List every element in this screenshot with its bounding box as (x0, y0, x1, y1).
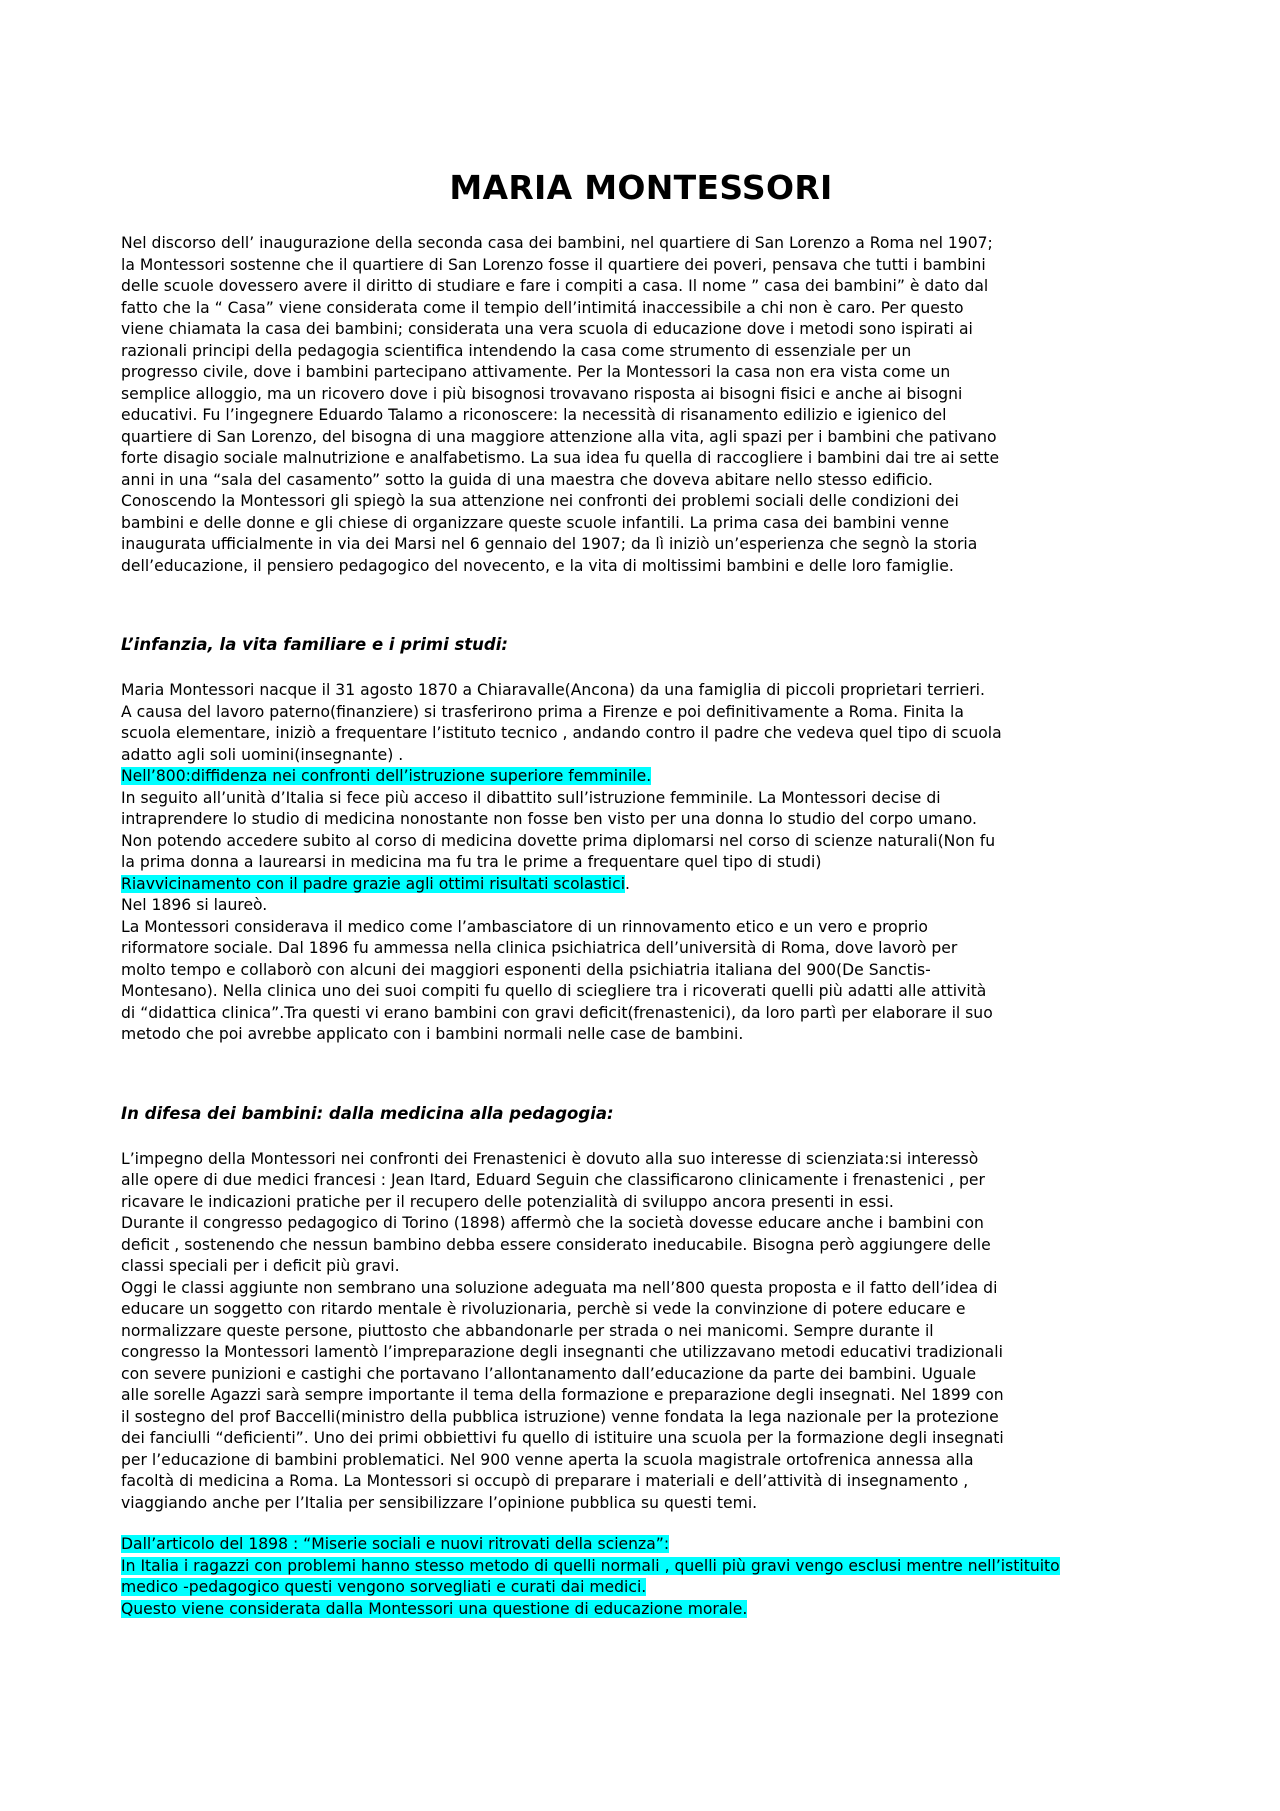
highlighted-text: medico -pedagogico questi vengono sorvegliati e curati dai medici. (121, 1578, 647, 1596)
highlighted-text: Dall’articolo del 1898 : “Miserie sociali e nuovi ritrovati della scienza”: (121, 1535, 670, 1553)
section-heading-defense: In difesa dei bambini: dalla medicina alla pedagogia: (121, 1103, 614, 1123)
spacer (121, 577, 1161, 635)
excerpt-line (121, 1577, 1161, 1599)
highlighted-text: Questo viene considerata dalla Montessori una questione di educazione morale. (121, 1599, 748, 1618)
document-page (121, 168, 1161, 1620)
spacer (121, 1514, 1161, 1534)
highlighted-text: Riavvicinamento con il padre grazie agli ottimi risultati scolastici (121, 874, 626, 893)
section2-paragraph-1: L’impegno della Montessori nei confronti dei Frenastenici è dovuto alla suo interesse di scienziata:si interessò alle opere di due medici francesi : Jean Itard, Eduard Seguin che classificarono clinicamente i frenastenici , per ricavare le indicazioni pratiche per il recupero delle potenzialità di sviluppo ancora presenti in essi. Durante il congresso pedagogico di Torino (1898) affermò che la società dovesse educare anche i bambini con deficit , sostenendo che nessun bambino debba essere considerato ineducabile. Bisogna però aggiungere delle classi speciali per i deficit più gravi. Oggi le classi aggiunte non sembrano una soluzione adeguata ma nell’800 questa proposta e il fatto dell’idea di educare un soggetto con ritardo mentale è rivoluzionaria, perchè si vede la convinzione di potere educare e normalizzare queste persone, piuttosto che abbandonarle per strada o nei manicomi. Sempre durante il congresso la Montessori lamentò l’impreparazione degli insegnanti che utilizzavano metodi educativi tradizionali con severe punizioni e castighi che portavano l’allontanamento dall’educazione da parte dei bambini. Uguale alle sorelle Agazzi sarà sempre importante il tema della formazione e preparazione degli insegnati. Nel 1899 con il sostegno del prof Baccelli(ministro della pubblica istruzione) venne fondata la lega nazionale per la protezione dei fanciulli “deficienti”. Uno dei primi obbiettivi fu quello di istituire una scuola per la formazione degli insegnati per l’educazione di bambini problematici. Nel 900 venne aperta la scuola magistrale ortofrenica annessa alla facoltà di medicina a Roma. La Montessori si occupò di preparare i materiali e dell’attività di insegnamento , viaggiando anche per l’Italia per sensibilizzare l’opinione pubblica su questi temi. (121, 1149, 1004, 1512)
intro-paragraph: Nel discorso dell’ inaugurazione della seconda casa dei bambini, nel quartiere di San Lorenzo a Roma nel 1907; la Montessori sostenne che il quartiere di San Lorenzo fosse il quartiere dei poveri, pensava che tutti i bambini delle scuole dovessero avere il diritto di studiare e fare i compiti a casa. Il nome ” casa dei bambini” è dato dal fatto che la “ Casa” viene considerata come il tempio dell’intimitá inaccessibile a chi non è caro. Per questo viene chiamata la casa dei bambini; considerata una vera scuola di educazione dove i metodi sono ispirati ai razionali principi della pedagogia scientifica intendendo la casa come strumento di essenziale per un progresso civile, dove i bambini partecipano attivamente. Per la Montessori la casa non era vista come un semplice alloggio, ma un ricovero dove i più bisognosi trovavano risposta ai bisogni fisici e anche ai bisogni educativi. Fu l’ingegnere Eduardo Talamo a riconoscere: la necessità di risanamento edilizio e igienico del quartiere di San Lorenzo, del bisogna di una maggiore attenzione alla vita, agli spazi per i bambini che pativano forte disagio sociale malnutrizione e analfabetismo. La sua idea fu quella di raccogliere i bambini dai tre ai sette anni in una “sala del casamento” sotto la guida di una maestra che doveva abitare nello stesso edificio. Conoscendo la Montessori gli spiegò la sua attenzione nei confronti dei problemi sociali delle condizioni dei bambini e delle donne e gli chiese di organizzare queste scuole infantili. La prima casa dei bambini venne inaugurata ufficialmente in via dei Marsi nel 6 gennaio del 1907; da lì iniziò un’esperienza che segnò la storia dell’educazione, il pensiero pedagogico del novecento, e la vita di moltissimi bambini e delle loro famiglie. (121, 234, 1000, 575)
highlighted-text: In Italia i ragazzi con problemi hanno stesso metodo di quelli normali , quelli più gravi vengo esclusi mentre nell’istituito (121, 1556, 1060, 1575)
highlighted-text: Nell’800:diffidenza nei confronti dell’istruzione superiore femminile. (121, 767, 652, 785)
section1-paragraph-1: Maria Montessori nacque il 31 agosto 1870 a Chiaravalle(Ancona) da una famiglia di piccoli proprietari terrieri. A causa del lavoro paterno(finanziere) si trasferirono prima a Firenze e poi definitivamente a Roma. Finita la scuola elementare, iniziò a frequentare l’istituto tecnico , andando contro il padre che vedeva quel tipo di scuola adatto agli soli uomini(insegnante) . (121, 681, 1002, 764)
excerpt-line (121, 1599, 1161, 1621)
section1-paragraph-2: In seguito all’unità d’Italia si fece più acceso il dibattito sull’istruzione femminile. La Montessori decise di intraprendere lo studio di medicina nonostante non fosse ben visto per una donna lo studio del corpo umano. Non potendo accedere subito al corso di medicina dovette prima diplomarsi nel corso di scienze naturali(Non fu la prima donna a laurearsi in medicina ma fu tra le prime a frequentare quel tipo di studi) (121, 788, 996, 871)
article-excerpt (121, 1534, 1161, 1620)
document-title: MARIA MONTESSORI (449, 168, 833, 207)
section1-highlight-1 (121, 766, 1161, 788)
spacer (121, 1046, 1161, 1104)
highlight-tail: . (625, 874, 631, 893)
spacer (121, 654, 1161, 680)
spacer (121, 1123, 1161, 1149)
excerpt-line (121, 1556, 1161, 1578)
section1-paragraph-3: Nel 1896 si laureò. La Montessori considerava il medico come l’ambasciatore di un rinnovamento etico e un vero e proprio riformatore sociale. Dal 1896 fu ammessa nella clinica psichiatrica dell’università di Roma, dove lavorò per molto tempo e collaborò con alcuni dei maggiori esponenti della psichiatria italiana del 900(De Sanctis- Montesano). Nella clinica uno dei suoi compiti fu quello di sciegliere tra i ricoverati quelli più adatti alle attività di “didattica clinica”.Tra questi vi erano bambini con gravi deficit(frenastenici), da loro partì per elaborare il suo metodo che poi avrebbe applicato con i bambini normali nelle case de bambini. (121, 896, 993, 1043)
section-heading-childhood: L’infanzia, la vita familiare e i primi studi: (121, 635, 508, 654)
excerpt-line (121, 1534, 1161, 1556)
section1-highlight-2 (121, 874, 1161, 896)
